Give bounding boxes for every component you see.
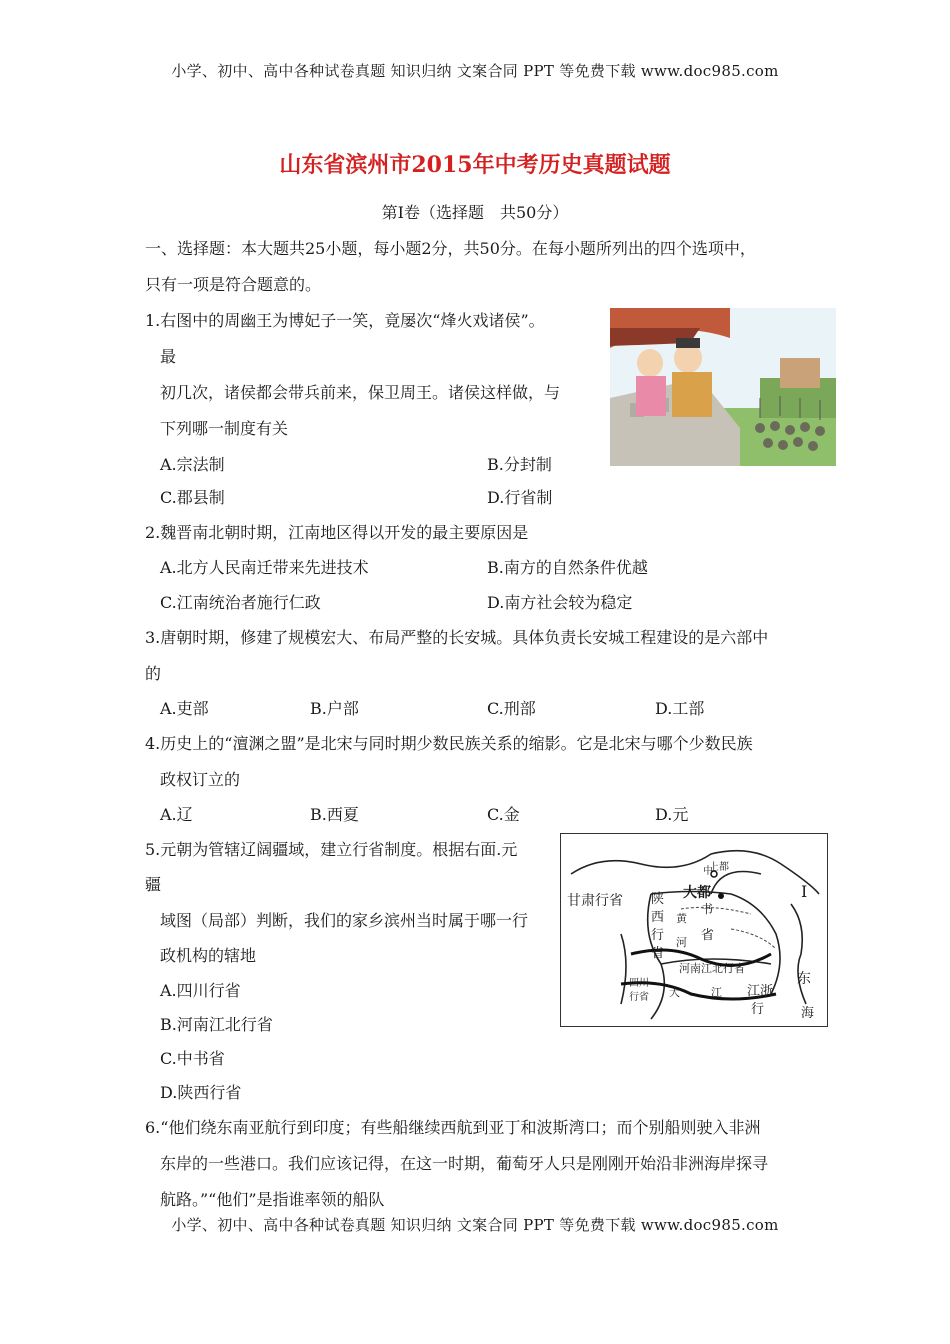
section-heading: 第Ⅰ卷（选择题 共50分） — [381, 203, 569, 222]
q4-option-b: B.西夏 — [310, 805, 359, 824]
map-label-zhong: 中 — [703, 866, 713, 877]
illustration-drawing — [610, 308, 836, 466]
instructions-line-2: 只有一项是符合题意的。 — [145, 275, 322, 294]
q1-stem-line-3: 初几次，诸侯都会带兵前来，保卫周王。诸侯这样做，与 — [160, 383, 561, 402]
q6-stem-line-2: 东岸的一些港口。我们应该记得，在这一时期，葡萄牙人只是刚刚开始沿非洲海岸探寻 — [160, 1154, 769, 1173]
map-label-henan: 河南江北行省 — [679, 962, 745, 975]
q4-option-d: D.元 — [655, 805, 689, 824]
page-header: 小学、初中、高中各种试卷真题 知识归纳 文案合同 PPT 等免费下载 www.doc985.com — [171, 62, 779, 80]
yuan-territory-map — [560, 833, 828, 1027]
q6-stem-line-3: 航路。”“他们”是指谁率领的船队 — [160, 1190, 385, 1209]
map-label-shaanxi-1: 陕 — [651, 892, 665, 907]
q2-option-c: C.江南统治者施行仁政 — [160, 593, 321, 612]
map-label-xing: 行 — [751, 1002, 765, 1017]
map-label-shu: 书 — [701, 902, 714, 916]
q2-option-a: A.北方人民南迁带来先进技术 — [160, 558, 369, 577]
q6-stem-line-1: 6.“他们绕东南亚航行到印度；有些船继续西航到亚丁和波斯湾口；而个别船则驶入非洲 — [145, 1118, 761, 1137]
map-label-huang: 黄 — [676, 912, 687, 925]
map-label-shangdu: 上都 — [709, 862, 729, 873]
map-label-hai: 海 — [801, 1006, 815, 1021]
map-label-gansu: 甘肃行省 — [567, 893, 623, 909]
q1-stem-line-1: 1.右图中的周幽王为博妃子一笑，竟屡次“烽火戏诸侯”。 — [145, 311, 545, 330]
q3-option-d: D.工部 — [655, 699, 705, 718]
map-label-shaanxi-2: 西 — [651, 910, 665, 925]
q1-option-c: C.郡县制 — [160, 488, 225, 507]
q1-stem-line-2: 最 — [160, 347, 177, 366]
instructions-line-1: 一、选择题：本大题共25小题，每小题2分，共50分。在每小题所列出的四个选项中， — [145, 239, 756, 258]
q3-stem-line-1: 3.唐朝时期，修建了规模宏大、布局严整的长安城。具体负责长安城工程建设的是六部中 — [145, 628, 769, 647]
q5-option-a: A.四川行省 — [160, 981, 241, 1000]
q1-stem-line-4: 下列哪一制度有关 — [160, 419, 289, 438]
map-label-sichuan-2: 行省 — [629, 992, 649, 1003]
q4-stem-line-1: 4.历史上的“澶渊之盟”是北宋与同时期少数民族关系的缩影。它是北宋与哪个少数民族 — [145, 734, 753, 753]
map-label-dong: 东 — [797, 971, 811, 987]
map-label-jiangzhe: 江浙 — [747, 984, 774, 999]
q3-option-a: A.吏部 — [160, 699, 209, 718]
q1-option-b: B.分封制 — [487, 455, 552, 474]
q3-option-b: B.户部 — [310, 699, 359, 718]
page-footer: 小学、初中、高中各种试卷真题 知识归纳 文案合同 PPT 等免费下载 www.doc985.com — [171, 1216, 779, 1234]
q2-stem-line-1: 2.魏晋南北朝时期，江南地区得以开发的最主要原因是 — [145, 523, 529, 542]
map-label-dadu: 大都 — [683, 885, 711, 901]
q5-option-c: C.中书省 — [160, 1049, 225, 1068]
map-label-da: 大 — [669, 986, 680, 999]
q2-option-d: D.南方社会较为稳定 — [487, 593, 633, 612]
map-label-he: 河 — [676, 936, 687, 949]
map-label-jiang: 江 — [711, 986, 722, 999]
map-label-roman: Ⅰ — [801, 882, 808, 901]
q1-option-d: D.行省制 — [487, 488, 553, 507]
q5-stem-line-4: 政机构的辖地 — [160, 946, 257, 965]
q1-option-a: A.宗法制 — [160, 455, 225, 474]
map-label-shaanxi-3: 行 — [651, 928, 665, 943]
q4-option-a: A.辽 — [160, 805, 193, 824]
map-label-shaanxi-4: 省 — [651, 946, 665, 961]
q3-option-c: C.刑部 — [487, 699, 536, 718]
q5-stem-line-1: 5.元朝为管辖辽阔疆域，建立行省制度。根据右面.元 — [145, 840, 518, 859]
king-you-illustration — [610, 308, 836, 466]
map-label-sheng: 省 — [701, 928, 715, 943]
q3-stem-line-2: 的 — [145, 664, 162, 683]
q5-option-d: D.陕西行省 — [160, 1083, 242, 1102]
q4-option-c: C.金 — [487, 805, 520, 824]
q5-option-b: B.河南江北行省 — [160, 1015, 273, 1034]
map-label-sichuan-1: 四川 — [629, 978, 649, 989]
page-title: 山东省滨州市2015年中考历史真题试题 — [279, 152, 671, 178]
q5-stem-line-2: 疆 — [145, 875, 162, 894]
q4-stem-line-2: 政权订立的 — [160, 770, 241, 789]
map-drawing — [561, 834, 827, 1026]
q2-option-b: B.南方的自然条件优越 — [487, 558, 648, 577]
q5-stem-line-3: 域图（局部）判断，我们的家乡滨州当时属于哪一行 — [160, 911, 529, 930]
